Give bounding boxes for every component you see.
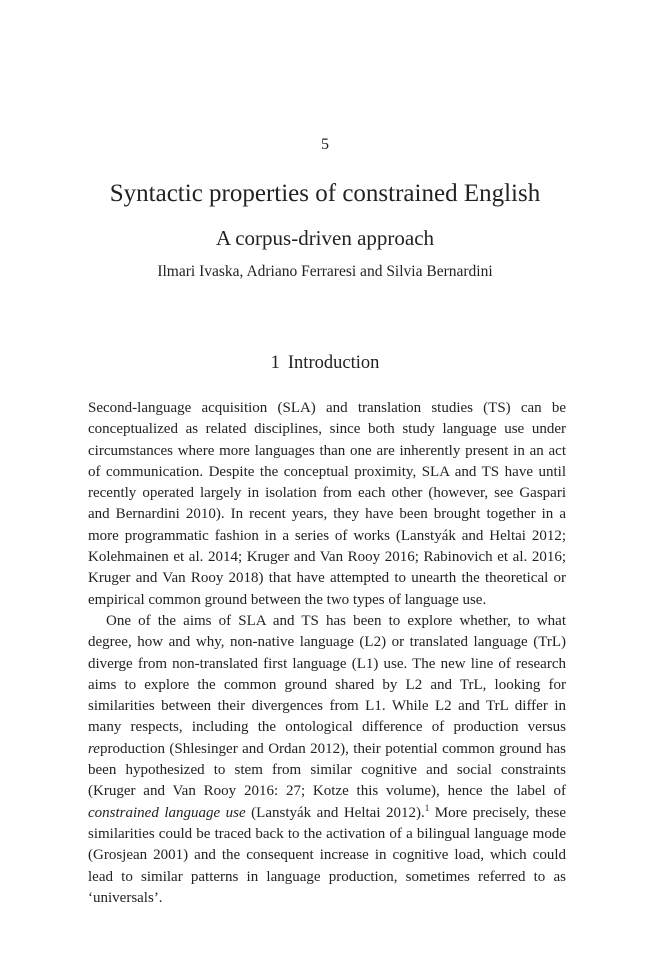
body-text xyxy=(88,398,566,909)
chapter-number: 5 xyxy=(321,136,329,153)
paragraph-1: Second-language acquisition (SLA) and translation studies (TS) can be conceptualized as related disciplines, since both study language use under circumstances where more languages than one are inherently present in an act of communication. Despite the conceptual proximity, SLA and TS have until recently operated largely in isolation from each other (however, see Gaspari and Bernardini 2010). In recent years, they have been brought together in a more programmatic fashion in a series of works (Lanstyák and Heltai 2012; Kolehmainen et al. 2014; Kruger and Van Rooy 2016; Rabinovich et al. 2016; Kruger and Van Rooy 2018) that have attempted to unearth the theoretical or empirical common ground between the two types of language use. xyxy=(88,400,566,608)
chapter-title: Syntactic properties of constrained English xyxy=(109,180,541,207)
paragraph-2 xyxy=(88,611,566,909)
paragraph-2-text-c: (Lanstyák and Heltai 2012). xyxy=(245,804,425,821)
section-number: 1 xyxy=(270,353,280,373)
section-heading xyxy=(0,353,650,374)
paragraph-2-text-d: More precisely, these similarities could be traced back to the activation of a bilingual language mode (Grosjean 2001) and the consequent increase in cognitive load, which could lead to similar patterns in language production, sometimes referred to as ‘universals’. xyxy=(88,804,567,906)
paragraph-2-text-a: One of the aims of SLA and TS has been to explore whether, to what degree, how and why, non-native language (L2) or translated language (TrL) diverge from non-translated first language (L1) use. The new line of research aims to explore the common ground shared by L2 and TrL, looking for similarities between their divergences from L1. While L2 and TrL differ in many respects, including the ontological difference of production versus xyxy=(88,612,566,736)
paragraph-2-text-b: production (Shlesinger and Ordan 2012), their potential common ground has been hypothesized to stem from similar cognitive and social constraints (Kruger and Van Rooy 2016: 27; Kotze this volume), hence the label of xyxy=(88,740,566,800)
section-title: Introduction xyxy=(287,353,380,373)
italic-emphasis-re: re xyxy=(88,740,100,757)
author-list: Ilmari Ivaska, Adriano Ferraresi and Silvia Bernardini xyxy=(157,263,493,280)
chapter-subtitle: A corpus-driven approach xyxy=(215,226,435,250)
italic-term-constrained-language-use: constrained language use xyxy=(88,804,246,821)
footnote-reference[interactable]: 1 xyxy=(424,802,430,813)
